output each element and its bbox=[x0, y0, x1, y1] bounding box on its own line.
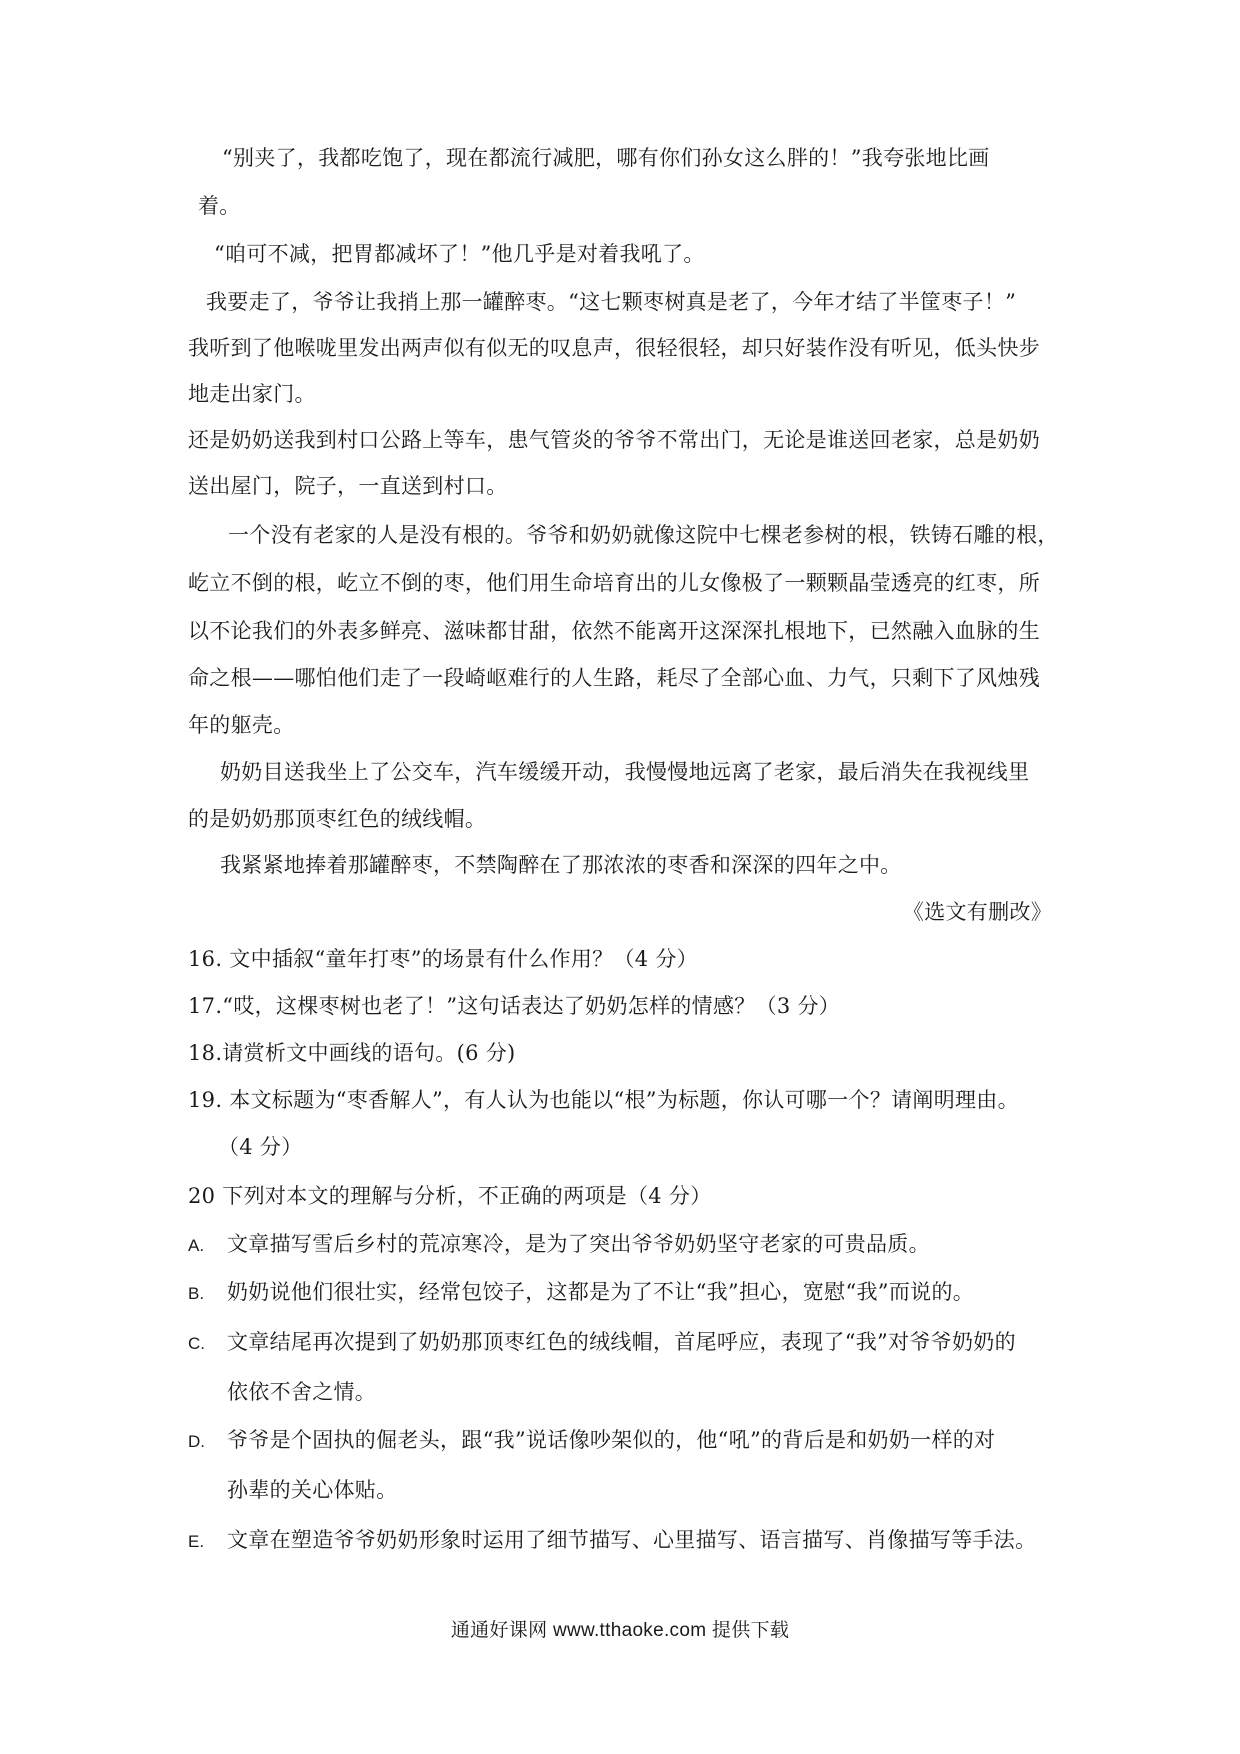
question-20: 20 下列对本文的理解与分析，不正确的两项是（4 分） bbox=[188, 1184, 712, 1208]
option-e-text: 文章在塑造爷爷奶奶形象时运用了细节描写、心里描写、语言描写、肖像描写等手法。 bbox=[227, 1528, 1037, 1552]
passage-line: “咱可不减，把胃都减坏了！”他几乎是对着我吼了。 bbox=[214, 242, 705, 266]
passage-line: 我紧紧地捧着那罐醉枣，不禁陶醉在了那浓浓的枣香和深深的四年之中。 bbox=[220, 853, 902, 877]
option-c-text: 文章结尾再次提到了奶奶那顶枣红色的绒线帽，首尾呼应，表现了“我”对爷爷奶奶的 bbox=[227, 1330, 1016, 1354]
option-d-letter: D. bbox=[188, 1432, 205, 1451]
passage-line: “别夹了，我都吃饱了，现在都流行减肥，哪有你们孙女这么胖的！”我夸张地比画 bbox=[222, 146, 990, 170]
passage-line: 我听到了他喉咙里发出两声似有似无的叹息声，很轻很轻，却只好装作没有听见，低头快步 bbox=[188, 336, 1040, 360]
passage-line: 着。 bbox=[198, 194, 241, 218]
passage-line: 屹立不倒的根，屹立不倒的枣，他们用生命培育出的儿女像极了一颗颗晶莹透亮的红枣，所 bbox=[188, 571, 1040, 595]
question-19: 19. 本文标题为“枣香解人”，有人认为也能以“根”为标题，你认可哪一个？请阐明理由。 bbox=[188, 1088, 1019, 1112]
passage-line: 还是奶奶送我到村口公路上等车，患气管炎的爷爷不常出门，无论是谁送回老家，总是奶奶 bbox=[188, 428, 1040, 452]
passage-line: 一个没有老家的人是没有根的。爷爷和奶奶就像这院中七棵老参树的根，铁铸石雕的根， bbox=[228, 523, 1059, 547]
option-a-text: 文章描写雪后乡村的荒凉寒冷，是为了突出爷爷奶奶坚守老家的可贵品质。 bbox=[227, 1232, 930, 1256]
option-e-letter: E. bbox=[188, 1532, 205, 1551]
passage-line: 奶奶目送我坐上了公交车，汽车缓缓开动，我慢慢地远离了老家，最后消失在我视线里 bbox=[220, 760, 1030, 784]
option-b-letter: B. bbox=[188, 1284, 205, 1303]
option-d-text: 爷爷是个固执的倔老头，跟“我”说话像吵架似的，他“吼”的背后是和奶奶一样的对 bbox=[227, 1428, 996, 1452]
question-16: 16. 文中插叙“童年打枣”的场景有什么作用？（4 分） bbox=[188, 947, 698, 971]
passage-line: 以不论我们的外表多鲜亮、滋味都甘甜，依然不能离开这深深扎根地下，已然融入血脉的生 bbox=[188, 619, 1040, 643]
source-note: 《选文有删改》 bbox=[902, 900, 1052, 924]
option-c-letter: C. bbox=[188, 1334, 205, 1353]
question-18: 18.请赏析文中画线的语句。(6 分) bbox=[188, 1041, 516, 1065]
question-17: 17.“哎，这棵枣树也老了！”这句话表达了奶奶怎样的情感？（3 分） bbox=[188, 994, 841, 1018]
passage-line: 地走出家门。 bbox=[188, 382, 316, 406]
question-19-score: （4 分） bbox=[218, 1135, 303, 1159]
passage-line: 我要走了，爷爷让我捎上那一罐醉枣。“这七颗枣树真是老了，今年才结了半筐枣子！” bbox=[206, 290, 1017, 314]
option-a-letter: A. bbox=[188, 1236, 205, 1255]
option-c-text-cont: 依依不舍之情。 bbox=[227, 1380, 377, 1404]
option-d-text-cont: 孙辈的关心体贴。 bbox=[227, 1478, 398, 1502]
option-b-text: 奶奶说他们很壮实，经常包饺子，这都是为了不让“我”担心，宽慰“我”而说的。 bbox=[227, 1280, 975, 1304]
passage-line: 命之根——哪怕他们走了一段崎岖难行的人生路，耗尽了全部心血、力气，只剩下了风烛残 bbox=[188, 666, 1040, 690]
passage-line: 的是奶奶那顶枣红色的绒线帽。 bbox=[188, 807, 487, 831]
footer-watermark: 通通好课网 www.tthaoke.com 提供下载 bbox=[450, 1620, 790, 1641]
passage-line: 年的躯壳。 bbox=[188, 713, 295, 737]
passage-line: 送出屋门，院子，一直送到村口。 bbox=[188, 474, 508, 498]
